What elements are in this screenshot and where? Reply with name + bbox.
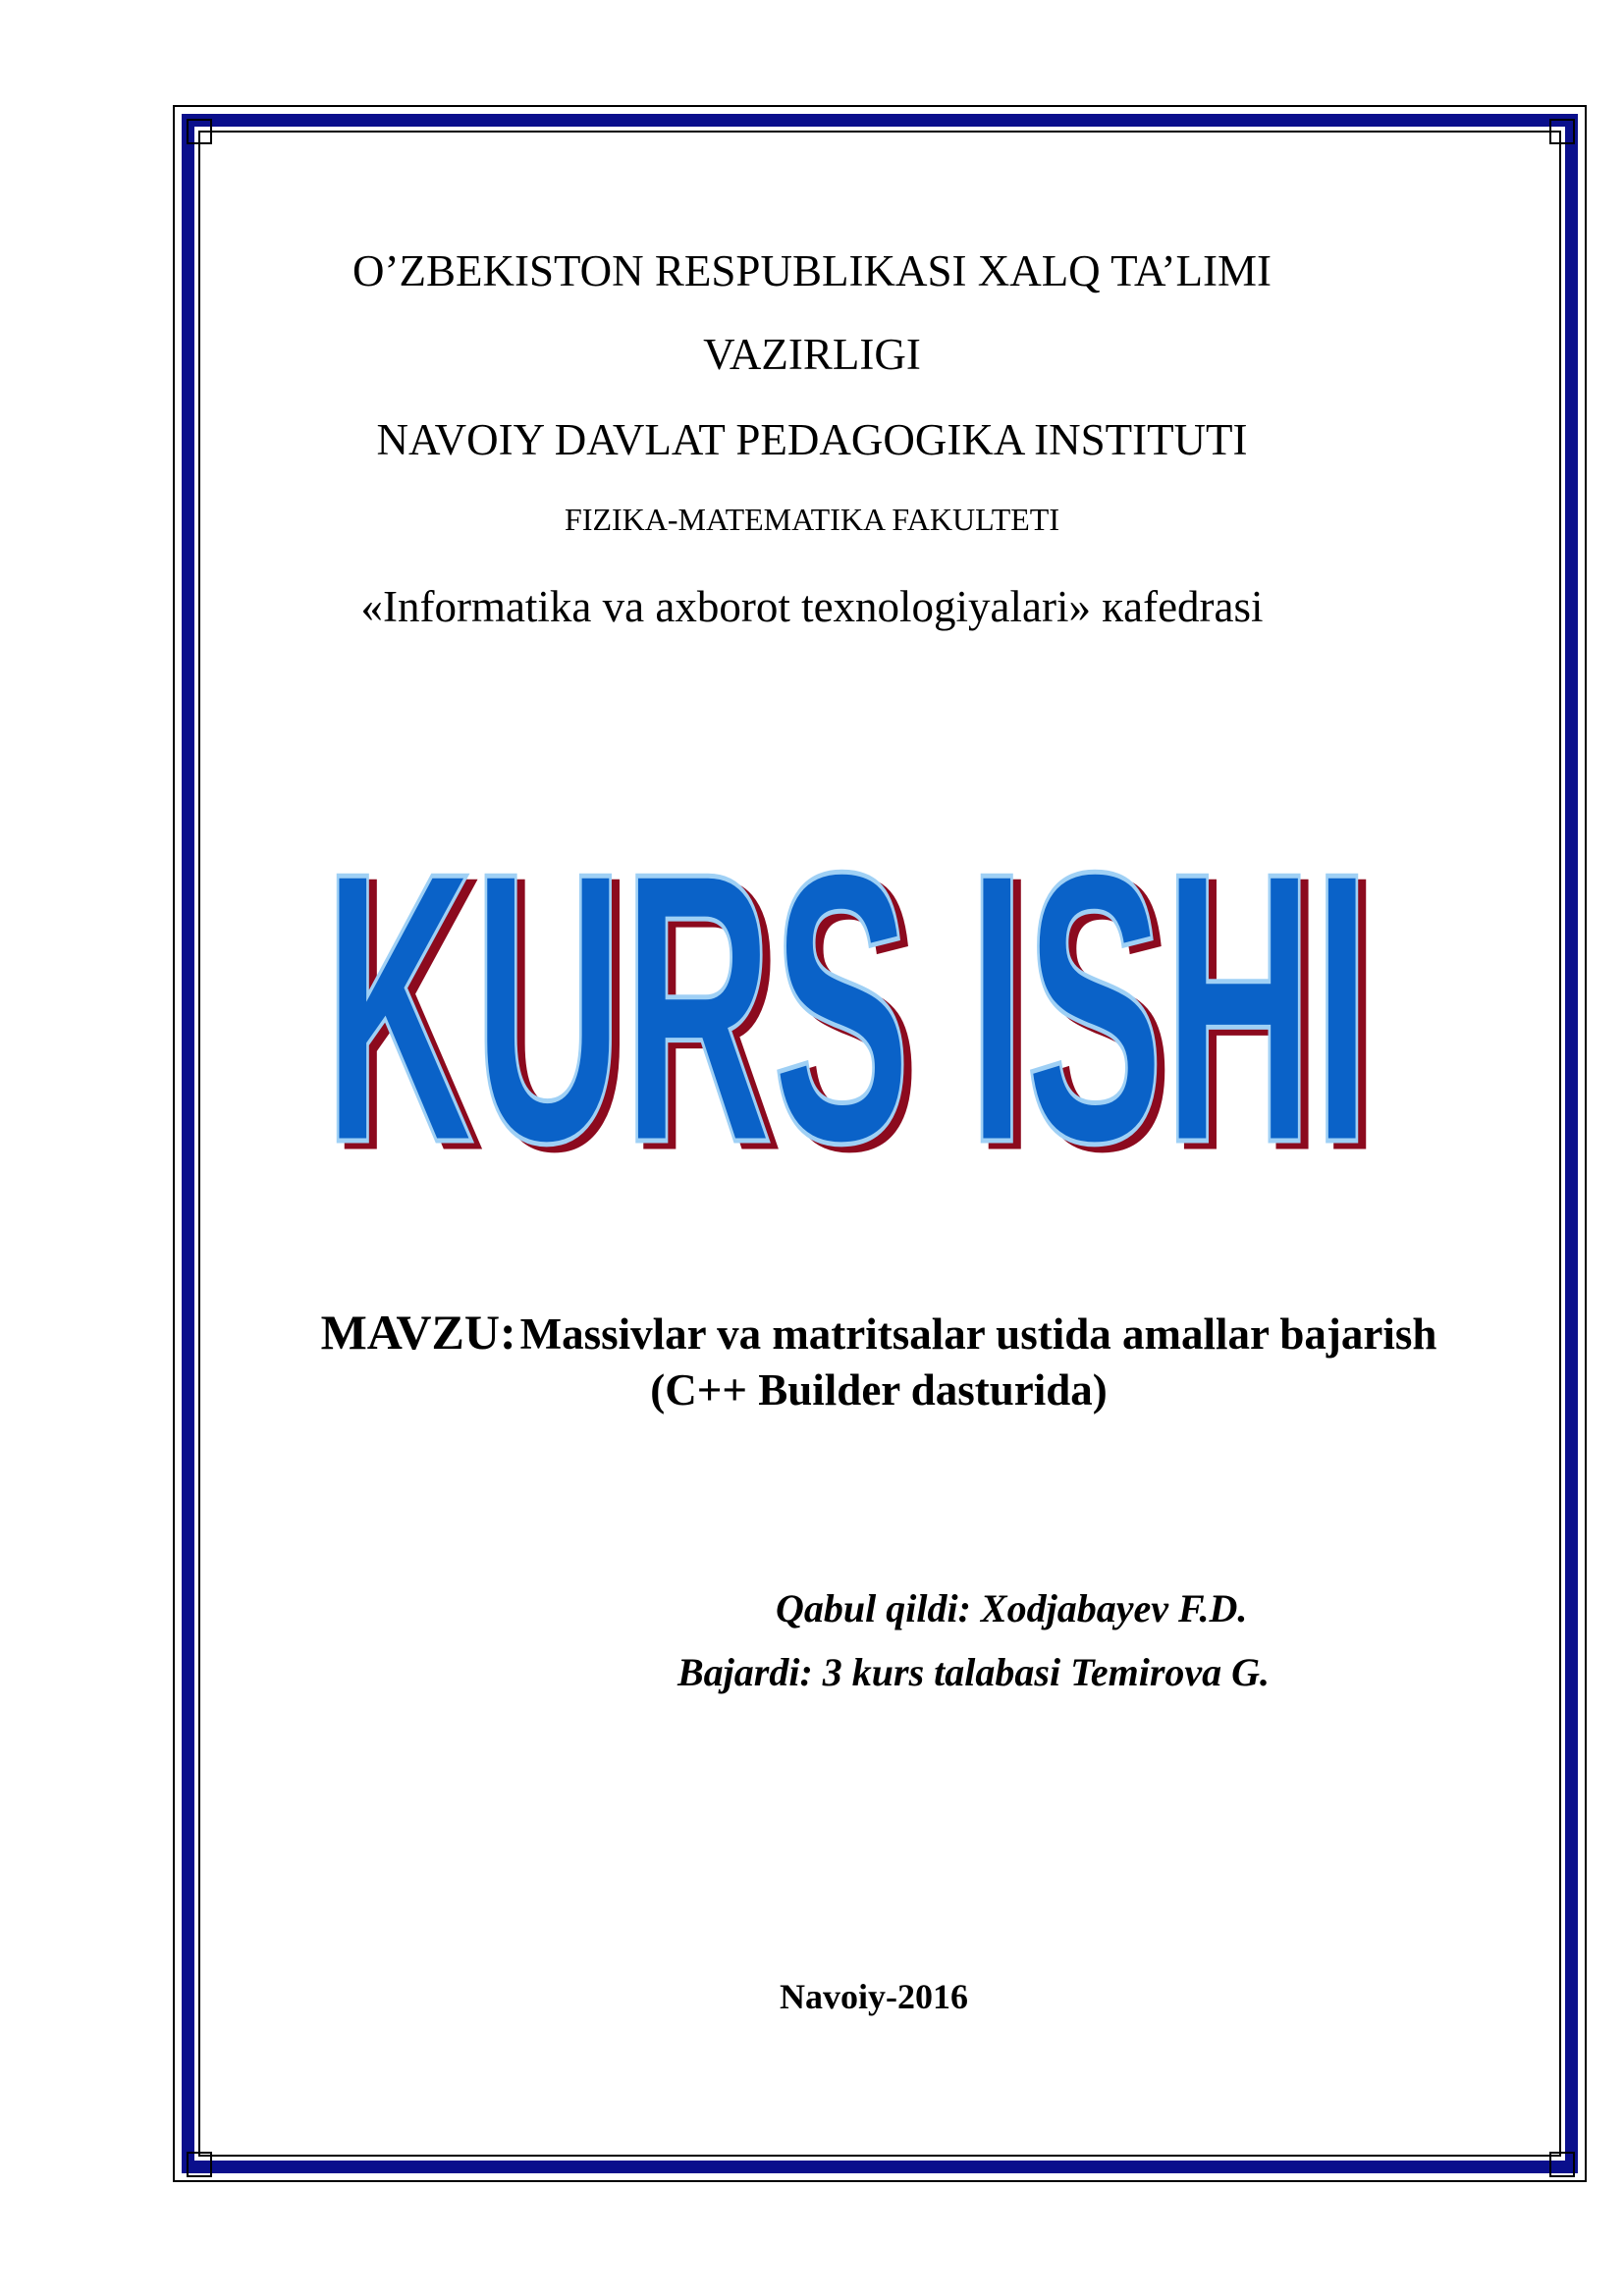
faculty-name: FIZIKA-MATEMATIKA FAKULTETI — [565, 502, 1059, 537]
ministry-line-2: VAZIRLIGI — [703, 330, 921, 379]
frame-corner-top-left — [187, 119, 212, 144]
ministry-line-1: O’ZBEKISTON RESPUBLIKASI XALQ TA’LIMI — [352, 246, 1272, 295]
title-svg — [304, 849, 1394, 1163]
frame-corner-bottom-left — [187, 2152, 212, 2177]
done-by: Bajardi: 3 kurs talabasi Temirova G. — [677, 1650, 1271, 1694]
topic-label: MAVZU: — [320, 1305, 516, 1360]
frame-corner-top-right — [1549, 119, 1575, 144]
title-text: KURS ISHI — [324, 849, 1371, 1163]
accepted-by: Qabul qildi: Xodjabayev F.D. — [776, 1586, 1248, 1630]
topic-text: Massivlar va matritsalar ustida amallar bajarish — [519, 1309, 1437, 1359]
topic-line-2: (C++ Builder dasturida) — [650, 1365, 1108, 1415]
institute-name: NAVOIY DAVLAT PEDAGOGIKA INSTITUTI — [376, 415, 1248, 464]
title-wordart — [304, 849, 1394, 1163]
title-shadow: KURS ISHI — [332, 849, 1379, 1163]
topic-line-1 — [0, 1304, 1624, 1361]
city-year: Navoiy-2016 — [780, 1977, 968, 2016]
department-name: «Informatika va axborot texnologiyalari» кafedrasi — [360, 582, 1264, 631]
frame-corner-bottom-right — [1549, 2152, 1575, 2177]
